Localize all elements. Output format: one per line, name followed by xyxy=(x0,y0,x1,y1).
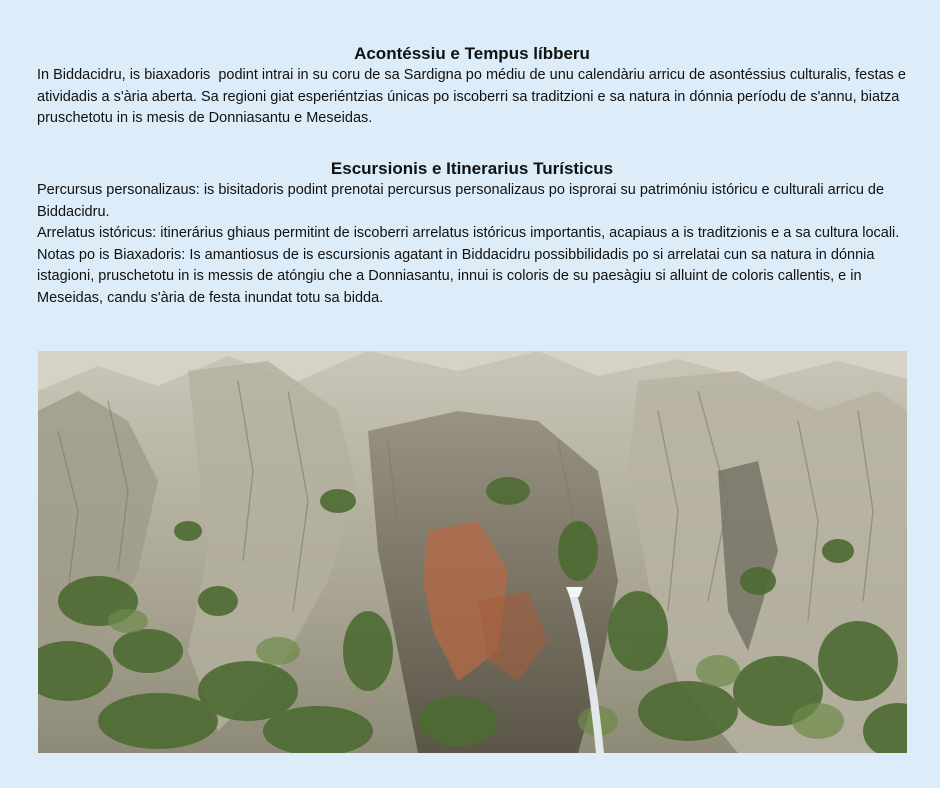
paragraph-historic-sites: Arrelatus istóricus: itinerárius ghiaus permitint de iscoberri arrelatus istóricus importantis, acapiaus a is traditzionis e a sa cultura locali. xyxy=(37,225,900,242)
gorge-waterfall-illustration xyxy=(38,351,907,753)
paragraph-travel-notes: Notas po is Biaxadoris: Is amantiosus de is escursionis agatant in Biddacidru possibbilidadis po si arrelatai cun sa natura in dónnia istagioni, pruschetotu in is messis de atóngiu che a Donniasantu, innui is coloris de su paesàgiu si alluint de coloris callentis, e in Meseidas, candu s'ària de festa inundat totu sa bidda. xyxy=(37,246,879,306)
section-title-excursions: Escursionis e Itinerarius Turísticus xyxy=(330,159,614,178)
section-title-events: Acontéssiu e Tempus líbberu xyxy=(354,44,590,63)
section-excursions xyxy=(37,158,907,310)
section-events xyxy=(37,43,910,130)
paragraph-events: In Biddacidru, is biaxadoris podint intrai in su coru de sa Sardigna po médiu de unu calendàriu arricu de asontéssius culturalis, festas e atividadis a s'ària aberta. Sa regioni giat esperiéntzias únicas po iscoberri sa traditzioni e sa natura in dónnia períodu de s'annu, biatza pruschetotu in is mesis de Donniasantu e Meseidas. xyxy=(37,67,910,127)
gorge-waterfall-photo xyxy=(38,351,907,753)
paragraph-custom-routes: Percursus personalizaus: is bisitadoris podint prenotai percursus personalizaus po isprorai su patrimóniu istóricu e culturali arricu de Biddacidru. xyxy=(37,182,889,220)
